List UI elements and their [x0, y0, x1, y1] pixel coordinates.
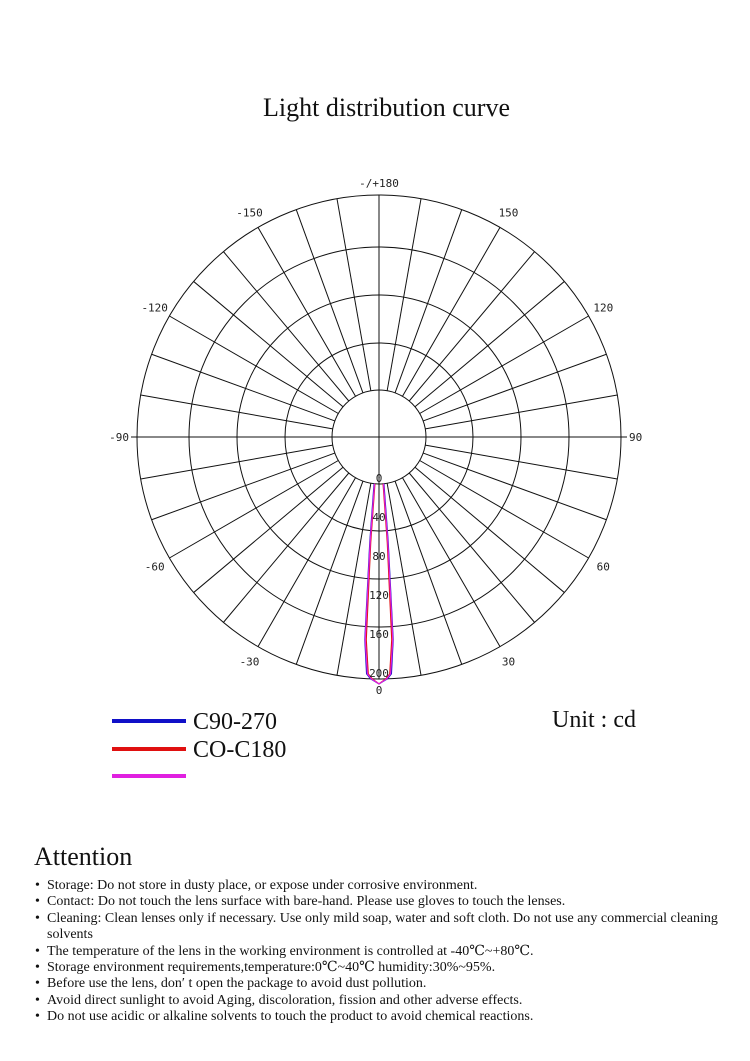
- grid-spoke-150: [403, 227, 501, 396]
- angle-tick-label-10: -120: [141, 301, 168, 315]
- grid-spoke-160: [395, 210, 462, 393]
- angle-tick-label-4: 60: [596, 560, 610, 574]
- grid-spoke-310: [194, 467, 343, 592]
- grid-spoke-340: [296, 481, 363, 664]
- angle-tick-label-6: 0: [375, 684, 383, 697]
- attention-heading: Attention: [34, 842, 133, 871]
- grid-spoke-200: [296, 210, 363, 393]
- grid-spoke-230: [194, 281, 343, 406]
- grid-spoke-50: [415, 467, 564, 592]
- angle-tick-label-11: -150: [236, 206, 263, 220]
- attention-item-storage-environment: • Storage environment requirements,temperature:0℃~40℃ humidity:30%~95%.: [34, 960, 734, 976]
- grid-spoke-260: [141, 395, 333, 429]
- grid-spoke-330: [258, 478, 356, 647]
- angle-tick-label-0: -/+180: [359, 177, 399, 190]
- grid-spoke-60: [420, 461, 589, 559]
- grid-spoke-140: [409, 252, 534, 401]
- radial-tick-label-1: 40: [372, 511, 386, 524]
- attention-item-sunlight: • Avoid direct sunlight to avoid Aging, discoloration, fission and other adverse effects.: [34, 993, 734, 1009]
- attention-item-cleaning: • Cleaning: Clean lenses only if necessary. Use only mild soap, water and soft cloth. Do not use any commercial cleaning solvents: [34, 911, 734, 944]
- attention-item-temperature: • The temperature of the lens in the working environment is controlled at -40℃~+80℃.: [34, 944, 734, 960]
- angle-tick-label-9: -90: [109, 431, 129, 444]
- attention-item-package: • Before use the lens, don′ t open the package to avoid dust pollution.: [34, 976, 734, 992]
- grid-spoke-300: [169, 461, 338, 559]
- grid-spoke-30: [403, 478, 501, 647]
- legend-label-c90-270: C90-270: [193, 709, 277, 735]
- legend-swatch-co-c180: [112, 747, 186, 751]
- attention-list: [34, 878, 734, 1026]
- grid-spoke-220: [223, 252, 348, 401]
- grid-spoke-280: [141, 445, 333, 479]
- grid-spoke-20: [395, 481, 462, 664]
- angle-tick-label-2: 120: [593, 301, 614, 315]
- grid-spoke-40: [409, 473, 534, 622]
- grid-spoke-100: [425, 395, 617, 429]
- grid-spoke-320: [223, 473, 348, 622]
- grid-spoke-80: [425, 445, 617, 479]
- grid-spoke-130: [415, 281, 564, 406]
- legend-swatch-c90-270: [112, 719, 186, 723]
- attention-item-solvents: • Do not use acidic or alkaline solvents to touch the product to avoid chemical reactions.: [34, 1009, 734, 1025]
- chart-title: Light distribution curve: [263, 93, 510, 122]
- grid-spoke-110: [423, 354, 606, 421]
- legend-swatch-magenta: [112, 774, 186, 778]
- angle-tick-label-3: 90: [629, 431, 643, 444]
- radial-tick-label-4: 160: [369, 628, 389, 641]
- grid-spoke-240: [169, 316, 338, 414]
- grid-spoke-70: [423, 453, 606, 520]
- grid-spoke-210: [258, 227, 356, 396]
- angle-tick-label-1: 150: [498, 206, 519, 220]
- attention-item-contact: • Contact: Do not touch the lens surface with bare-hand. Please use gloves to touch the lenses.: [34, 894, 734, 910]
- angle-tick-label-7: -30: [239, 655, 260, 669]
- radial-tick-label-0: 0: [375, 472, 383, 485]
- radial-tick-label-5: 200: [369, 667, 389, 680]
- attention-item-storage: • Storage: Do not store in dusty place, or expose under corrosive environment.: [34, 878, 734, 894]
- grid-spoke-250: [152, 354, 335, 421]
- radial-tick-label-3: 120: [369, 589, 389, 602]
- grid-spoke-120: [420, 316, 589, 414]
- angle-tick-label-5: 30: [501, 655, 516, 669]
- angle-tick-label-8: -60: [144, 560, 165, 574]
- legend-label-co-c180: CO-C180: [193, 737, 287, 763]
- unit-label: Unit : cd: [552, 707, 636, 733]
- grid-spoke-190: [337, 199, 371, 391]
- grid-spoke-290: [152, 453, 335, 520]
- grid-spoke-170: [387, 199, 421, 391]
- polar-grid: [131, 195, 627, 679]
- radial-tick-label-2: 80: [372, 550, 386, 563]
